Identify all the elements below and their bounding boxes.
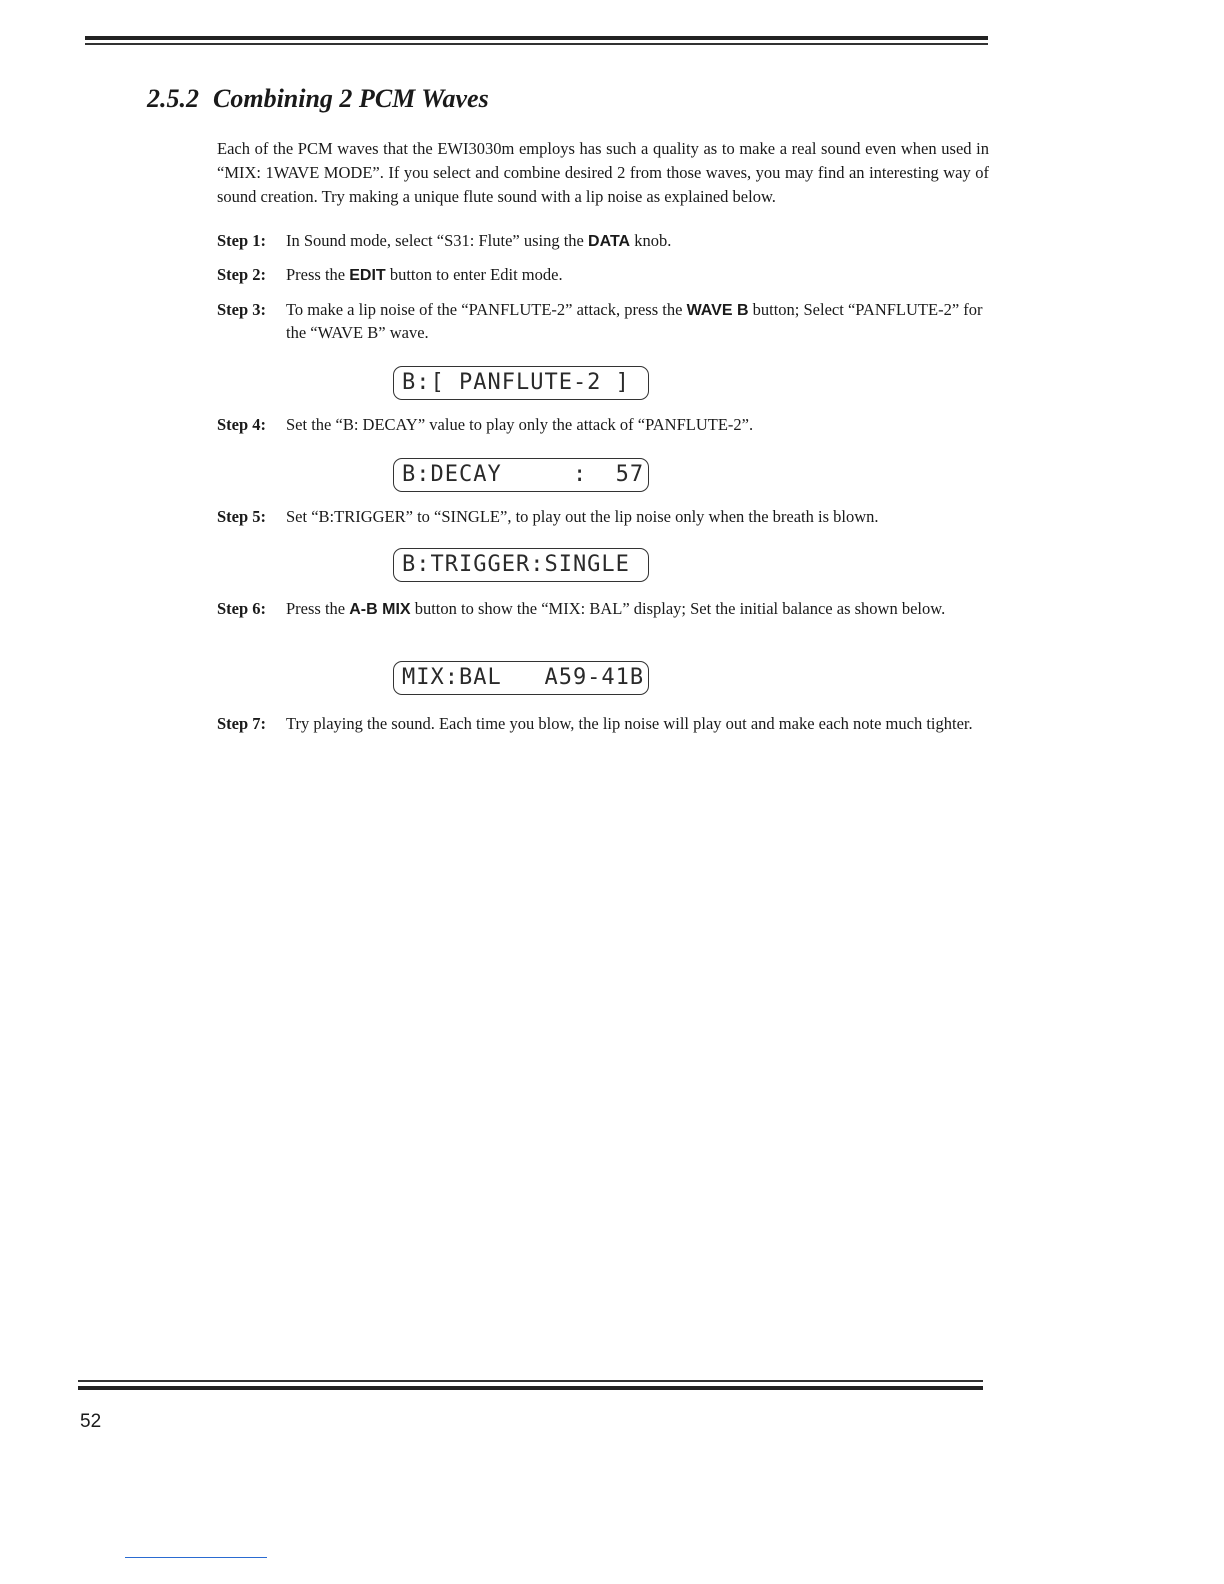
- top-rule: [85, 36, 988, 45]
- step-label: Step 2:: [217, 265, 267, 284]
- key-name: WAVE B: [686, 302, 749, 319]
- step-text: Set “B:TRIGGER” to “SINGLE”, to play out the lip noise only when the breath is blown.: [286, 507, 879, 526]
- step-text: To make a lip noise of the “PANFLUTE-2” attack, press the WAVE B button; Select “PANFLUTE-2” for the “WAVE B” wave.: [286, 300, 983, 342]
- step-label: Step 5:: [217, 507, 267, 526]
- intro-paragraph: Each of the PCM waves that the EWI3030m employs has such a quality as to make a real sound even when used in “MIX: 1WAVE MODE”. If you select and combine desired 2 from those waves, you may find an interesting way of sound creation. Try making a unique flute sound with a lip noise as explained below.: [217, 139, 989, 206]
- step-label: Step 7:: [217, 714, 267, 733]
- step-text: Try playing the sound. Each time you blow, the lip noise will play out and make each note much tighter.: [286, 714, 973, 733]
- section-title: Combining 2 PCM Waves: [213, 84, 489, 113]
- lcd-display-trigger: B:TRIGGER:SINGLE: [393, 548, 649, 582]
- footer-link-underline: [125, 1557, 267, 1558]
- step-label: Step 4:: [217, 415, 267, 434]
- key-name: A-B MIX: [349, 601, 411, 618]
- lcd-display-mix-balance: MIX:BAL A59-41B: [393, 661, 649, 695]
- step-label: Step 6:: [217, 599, 267, 618]
- key-name: DATA: [588, 233, 631, 250]
- lcd-display-wave-b: B:[ PANFLUTE-2 ]: [393, 366, 649, 400]
- step-label: Step 3:: [217, 300, 267, 319]
- step-label: Step 1:: [217, 231, 267, 250]
- page-number: 52: [80, 1411, 102, 1432]
- step-text: Press the A-B MIX button to show the “MIX: BAL” display; Set the initial balance as shown below.: [286, 599, 946, 618]
- key-name: EDIT: [349, 267, 386, 284]
- step-text: Set the “B: DECAY” value to play only the attack of “PANFLUTE-2”.: [286, 415, 754, 434]
- bottom-rule: [78, 1380, 983, 1390]
- section-number: 2.5.2: [147, 84, 199, 113]
- step-text: Press the EDIT button to enter Edit mode.: [286, 265, 563, 284]
- step-text: In Sound mode, select “S31: Flute” using the DATA knob.: [286, 231, 672, 250]
- lcd-display-decay: B:DECAY : 57: [393, 458, 649, 492]
- section-heading: [147, 84, 489, 114]
